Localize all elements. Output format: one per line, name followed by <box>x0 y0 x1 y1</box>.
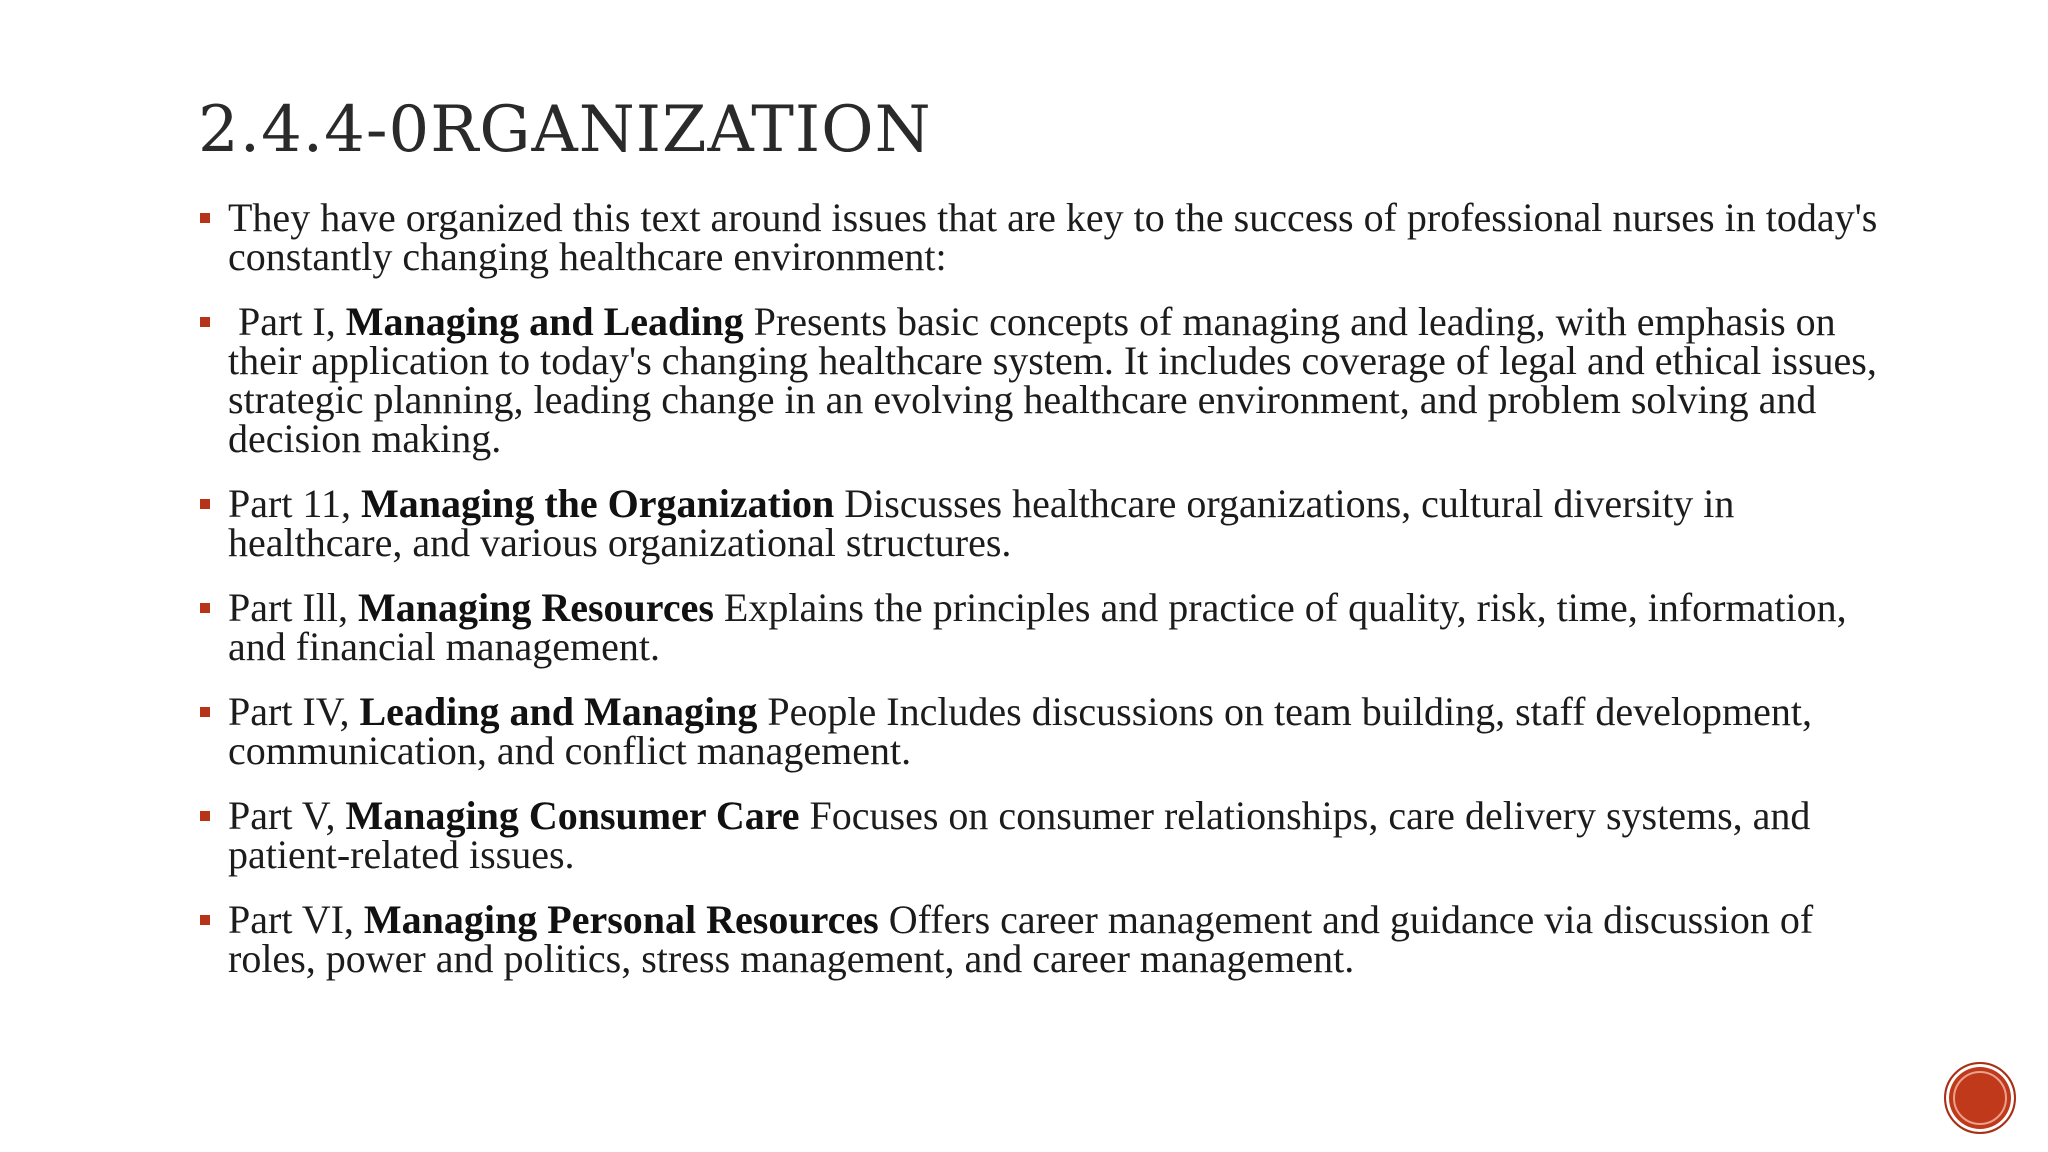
bullet-item-part-5 <box>198 793 1878 877</box>
bullet-bold-title: Managing the Organization <box>360 481 835 526</box>
bullet-prefix: Part V, <box>228 793 346 838</box>
bullet-prefix: Part Ill, <box>228 585 358 630</box>
bullet-description: Discusses healthcare organizations, cultural diversity in healthcare, and various organizational structures. <box>228 481 1735 565</box>
bullet-item-intro <box>198 195 1878 279</box>
bullet-prefix: Part I, <box>228 299 346 344</box>
bullet-prefix: Part IV, <box>228 689 360 734</box>
bullet-bold-title: Managing Personal Resources <box>363 897 879 942</box>
bullet-bold-title: Managing Resources <box>357 585 714 630</box>
bullet-marker-icon <box>200 707 210 717</box>
bullet-item-part-3 <box>198 585 1878 669</box>
bullet-marker-icon <box>200 317 210 327</box>
bullet-item-part-4 <box>198 689 1878 773</box>
circle-nav-icon <box>1953 1071 2007 1125</box>
bullet-marker-icon <box>200 915 210 925</box>
bullet-marker-icon <box>200 603 210 613</box>
bullet-text: They have organized this text around issues that are key to the success of professional nurses in today's constantly changing healthcare environment: <box>228 195 1878 279</box>
bullet-description: People Includes discussions on team building, staff development, communication, and conflict management. <box>228 689 1813 773</box>
bullet-bold-title: Managing and Leading <box>345 299 744 344</box>
slide-title: 2.4.4-0RGANIZATION <box>198 93 932 167</box>
bullet-bold-title: Managing Consumer Care <box>345 793 800 838</box>
bullet-list <box>198 195 1878 1004</box>
bullet-item-part-1 <box>198 299 1878 461</box>
bullet-item-part-6 <box>198 897 1878 981</box>
bullet-bold-title: Leading and Managing <box>359 689 758 734</box>
bullet-marker-icon <box>200 213 210 223</box>
bullet-marker-icon <box>200 811 210 821</box>
bullet-description: Offers career management and guidance via discussion of roles, power and politics, stress management, and career management. <box>228 897 1814 981</box>
slide-nav-button[interactable] <box>1944 1062 2016 1134</box>
bullet-prefix: Part VI, <box>228 897 364 942</box>
bullet-description: Explains the principles and practice of quality, risk, time, information, and financial management. <box>228 585 1847 669</box>
bullet-prefix: Part 11, <box>228 481 361 526</box>
bullet-item-part-2 <box>198 481 1878 565</box>
bullet-marker-icon <box>200 499 210 509</box>
bullet-description: Focuses on consumer relationships, care delivery systems, and patient-related issues. <box>228 793 1811 877</box>
bullet-description: Presents basic concepts of managing and leading, with emphasis on their application to today's changing healthcare system. It includes coverage of legal and ethical issues, strategic planning, leading change in an evolving healthcare environment, and problem solving and decision making. <box>228 299 1877 461</box>
